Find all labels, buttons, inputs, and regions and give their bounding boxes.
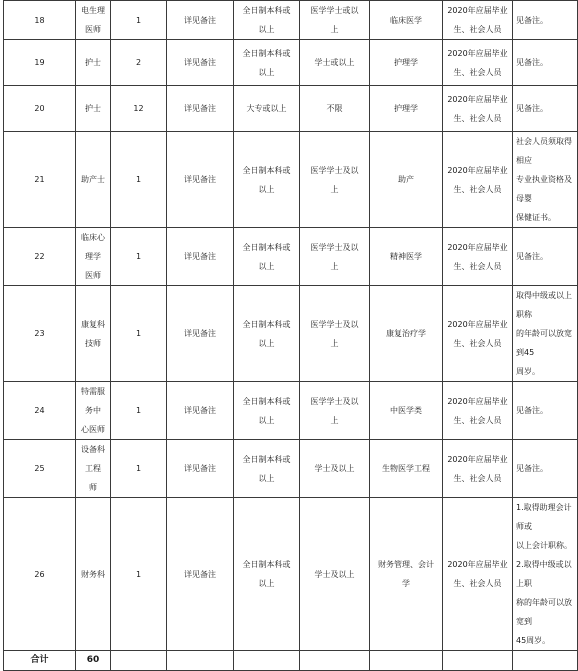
remarks-line: 取得中级或以上职称 [516,291,572,319]
education-requirement-line: 以上 [258,473,275,483]
remarks-line: 的年龄可以放宽到45 [516,329,572,357]
post-name-line: 康复科技师 [81,319,105,348]
remarks-line: 见备注。 [516,252,548,261]
age-requirement-cell: 详见备注 [167,440,234,498]
education-requirement-line: 全日制本科或 [242,48,291,58]
post-name-line: 电生理医师 [81,6,105,34]
education-requirement-cell [234,228,300,286]
education-requirement-line: 以上 [258,579,275,588]
degree-requirement-cell [300,1,370,40]
row-number-cell: 20 [4,86,76,132]
degree-requirement-line: 学士及以上 [314,569,355,579]
post-name-line: 医师 [85,271,101,280]
row-number-cell: 19 [4,40,76,86]
post-name-line: 护士 [85,58,101,67]
education-requirement-cell [234,132,300,228]
major-requirement-cell [370,40,443,86]
degree-requirement-cell [300,40,370,86]
remarks-line: 称的年龄可以放宽到 [516,598,572,626]
major-requirement-cell [370,86,443,132]
degree-requirement-line: 医学学士或以 [310,6,359,15]
education-requirement-line: 全日制本科或 [242,319,291,329]
post-name-line: 护士 [85,104,101,113]
headcount-cell: 1 [111,228,167,286]
remarks-cell [513,228,578,286]
degree-requirement-line: 不限 [326,104,343,113]
age-requirement-cell: 详见备注 [167,132,234,228]
remarks-cell [513,498,578,651]
table-row [4,1,578,40]
education-requirement-line: 以上 [258,25,275,34]
post-name-cell [76,132,111,228]
degree-requirement-cell [300,228,370,286]
total-count: 60 [76,651,111,671]
degree-requirement-line: 医学学士及以 [310,319,359,329]
empty-cell [513,651,578,671]
education-requirement-line: 全日制本科或 [242,242,291,252]
education-requirement-cell [234,40,300,86]
target-applicants-cell [443,498,513,651]
post-name-line: 心医师 [81,425,105,434]
target-applicants-line: 生、社会人员 [453,415,502,425]
remarks-cell [513,286,578,382]
total-label: 合计 [4,651,76,671]
target-applicants-cell [443,440,513,498]
degree-requirement-line: 学士或以上 [314,58,355,67]
major-requirement-cell [370,286,443,382]
headcount-cell: 12 [111,86,167,132]
major-requirement-cell [370,1,443,40]
major-requirement-line: 助产 [398,175,414,184]
degree-requirement-cell [300,286,370,382]
row-number-cell: 21 [4,132,76,228]
empty-cell [370,651,443,671]
table-row [4,382,578,440]
major-requirement-cell [370,498,443,651]
education-requirement-line: 以上 [258,184,275,194]
remarks-line: 以上会计职称。 [516,541,572,550]
major-requirement-cell [370,228,443,286]
major-requirement-line: 临床医学 [390,15,422,25]
major-requirement-line: 护理学 [394,104,418,113]
post-name-line: 助产士 [81,175,105,184]
target-applicants-line: 2020年应届毕业 [447,165,508,175]
target-applicants-line: 生、社会人员 [453,338,502,348]
target-applicants-line: 2020年应届毕业 [447,242,508,252]
remarks-line: 45周岁。 [516,636,551,645]
remarks-cell [513,132,578,228]
row-number-cell: 24 [4,382,76,440]
major-requirement-line: 康复治疗学 [386,329,426,338]
education-requirement-cell [234,498,300,651]
empty-cell [234,651,300,671]
degree-requirement-line: 学士及以上 [314,464,355,473]
remarks-line: 专业执业资格及母婴 [516,175,572,203]
target-applicants-line: 生、社会人员 [453,113,502,123]
education-requirement-line: 以上 [258,261,275,271]
target-applicants-cell [443,382,513,440]
degree-requirement-line: 医学学士及以 [310,242,359,252]
post-name-cell [76,382,111,440]
remarks-line: 见备注。 [516,406,548,415]
empty-cell [111,651,167,671]
degree-requirement-line: 上 [330,25,339,34]
headcount-cell: 1 [111,498,167,651]
target-applicants-line: 2020年应届毕业 [447,396,508,406]
remarks-line: 见备注。 [516,104,548,113]
degree-requirement-line: 上 [330,338,339,348]
age-requirement-cell: 详见备注 [167,382,234,440]
headcount-cell: 1 [111,132,167,228]
degree-requirement-cell [300,132,370,228]
education-requirement-line: 全日制本科或 [242,454,291,464]
target-applicants-line: 生、社会人员 [453,184,502,194]
major-requirement-line: 学 [402,579,410,588]
post-name-line: 临床心理学 [81,233,105,261]
table-body [4,1,578,671]
education-requirement-line: 全日制本科或 [242,6,291,15]
education-requirement-line: 全日制本科或 [242,396,291,406]
table-row [4,498,578,651]
target-applicants-line: 生、社会人员 [453,473,502,483]
remarks-cell [513,382,578,440]
education-requirement-cell [234,1,300,40]
remarks-line: 见备注。 [516,464,548,473]
degree-requirement-cell [300,498,370,651]
headcount-cell: 2 [111,40,167,86]
target-applicants-line: 2020年应届毕业 [447,94,508,104]
headcount-cell: 1 [111,286,167,382]
remarks-cell [513,86,578,132]
major-requirement-cell [370,382,443,440]
education-requirement-cell [234,440,300,498]
target-applicants-line: 生、社会人员 [453,25,502,34]
remarks-line: 见备注。 [516,15,548,25]
headcount-cell: 1 [111,382,167,440]
row-number-cell: 25 [4,440,76,498]
empty-cell [443,651,513,671]
total-row [4,651,578,671]
remarks-line: 保健证书。 [516,213,556,222]
major-requirement-line: 中医学类 [390,406,422,415]
degree-requirement-cell [300,382,370,440]
remarks-cell [513,440,578,498]
age-requirement-cell: 详见备注 [167,40,234,86]
education-requirement-line: 以上 [258,415,275,425]
post-name-cell [76,40,111,86]
remarks-line: 2.取得中级或以上职 [516,560,572,588]
row-number-cell: 22 [4,228,76,286]
target-applicants-line: 生、社会人员 [453,579,502,588]
degree-requirement-line: 上 [330,184,339,194]
row-number-cell: 18 [4,1,76,40]
degree-requirement-line: 上 [330,261,339,271]
post-name-line: 师 [89,483,97,492]
headcount-cell: 1 [111,1,167,40]
target-applicants-cell [443,228,513,286]
post-name-line: 设备科工程 [81,445,105,473]
education-requirement-line: 大专或以上 [246,104,287,113]
target-applicants-line: 2020年应届毕业 [447,454,508,464]
target-applicants-line: 2020年应届毕业 [447,48,508,58]
remarks-cell [513,40,578,86]
remarks-line: 周岁。 [516,367,540,376]
post-name-cell [76,440,111,498]
post-name-cell [76,86,111,132]
education-requirement-cell [234,86,300,132]
degree-requirement-cell [300,86,370,132]
target-applicants-line: 2020年应届毕业 [447,319,508,329]
education-requirement-line: 以上 [258,338,275,348]
table-row [4,132,578,228]
age-requirement-cell: 详见备注 [167,1,234,40]
major-requirement-line: 生物医学工程 [382,464,430,473]
headcount-cell: 1 [111,440,167,498]
table-row [4,440,578,498]
empty-cell [167,651,234,671]
remarks-cell [513,1,578,40]
post-name-cell [76,286,111,382]
recruitment-table [3,0,578,671]
post-name-cell [76,228,111,286]
education-requirement-line: 全日制本科或 [242,165,291,175]
age-requirement-cell: 详见备注 [167,86,234,132]
education-requirement-cell [234,382,300,440]
post-name-cell [76,498,111,651]
degree-requirement-cell [300,440,370,498]
table-row [4,86,578,132]
degree-requirement-line: 上 [330,415,339,425]
major-requirement-line: 财务管理、会计 [378,560,434,569]
post-name-line: 特需服务中 [81,387,105,415]
target-applicants-line: 生、社会人员 [453,261,502,271]
major-requirement-line: 护理学 [394,58,418,67]
education-requirement-cell [234,286,300,382]
age-requirement-cell: 详见备注 [167,228,234,286]
major-requirement-line: 精神医学 [390,252,422,261]
target-applicants-cell [443,1,513,40]
remarks-line: 社会人员须取得相应 [516,137,572,165]
empty-cell [300,651,370,671]
target-applicants-line: 2020年应届毕业 [447,6,508,15]
target-applicants-cell [443,132,513,228]
post-name-line: 财务科 [81,569,105,579]
degree-requirement-line: 医学学士及以 [310,165,359,175]
major-requirement-cell [370,132,443,228]
target-applicants-line: 生、社会人员 [453,67,502,77]
degree-requirement-line: 医学学士及以 [310,396,359,406]
age-requirement-cell: 详见备注 [167,286,234,382]
table-row [4,286,578,382]
target-applicants-cell [443,40,513,86]
target-applicants-cell [443,286,513,382]
target-applicants-line: 2020年应届毕业 [447,560,508,569]
remarks-line: 见备注。 [516,58,548,67]
post-name-cell [76,1,111,40]
row-number-cell: 26 [4,498,76,651]
age-requirement-cell: 详见备注 [167,498,234,651]
target-applicants-cell [443,86,513,132]
major-requirement-cell [370,440,443,498]
education-requirement-line: 以上 [258,67,275,77]
remarks-line: 1.取得助理会计师或 [516,503,572,531]
table-row [4,40,578,86]
row-number-cell: 23 [4,286,76,382]
table-row [4,228,578,286]
education-requirement-line: 全日制本科或 [242,560,291,569]
